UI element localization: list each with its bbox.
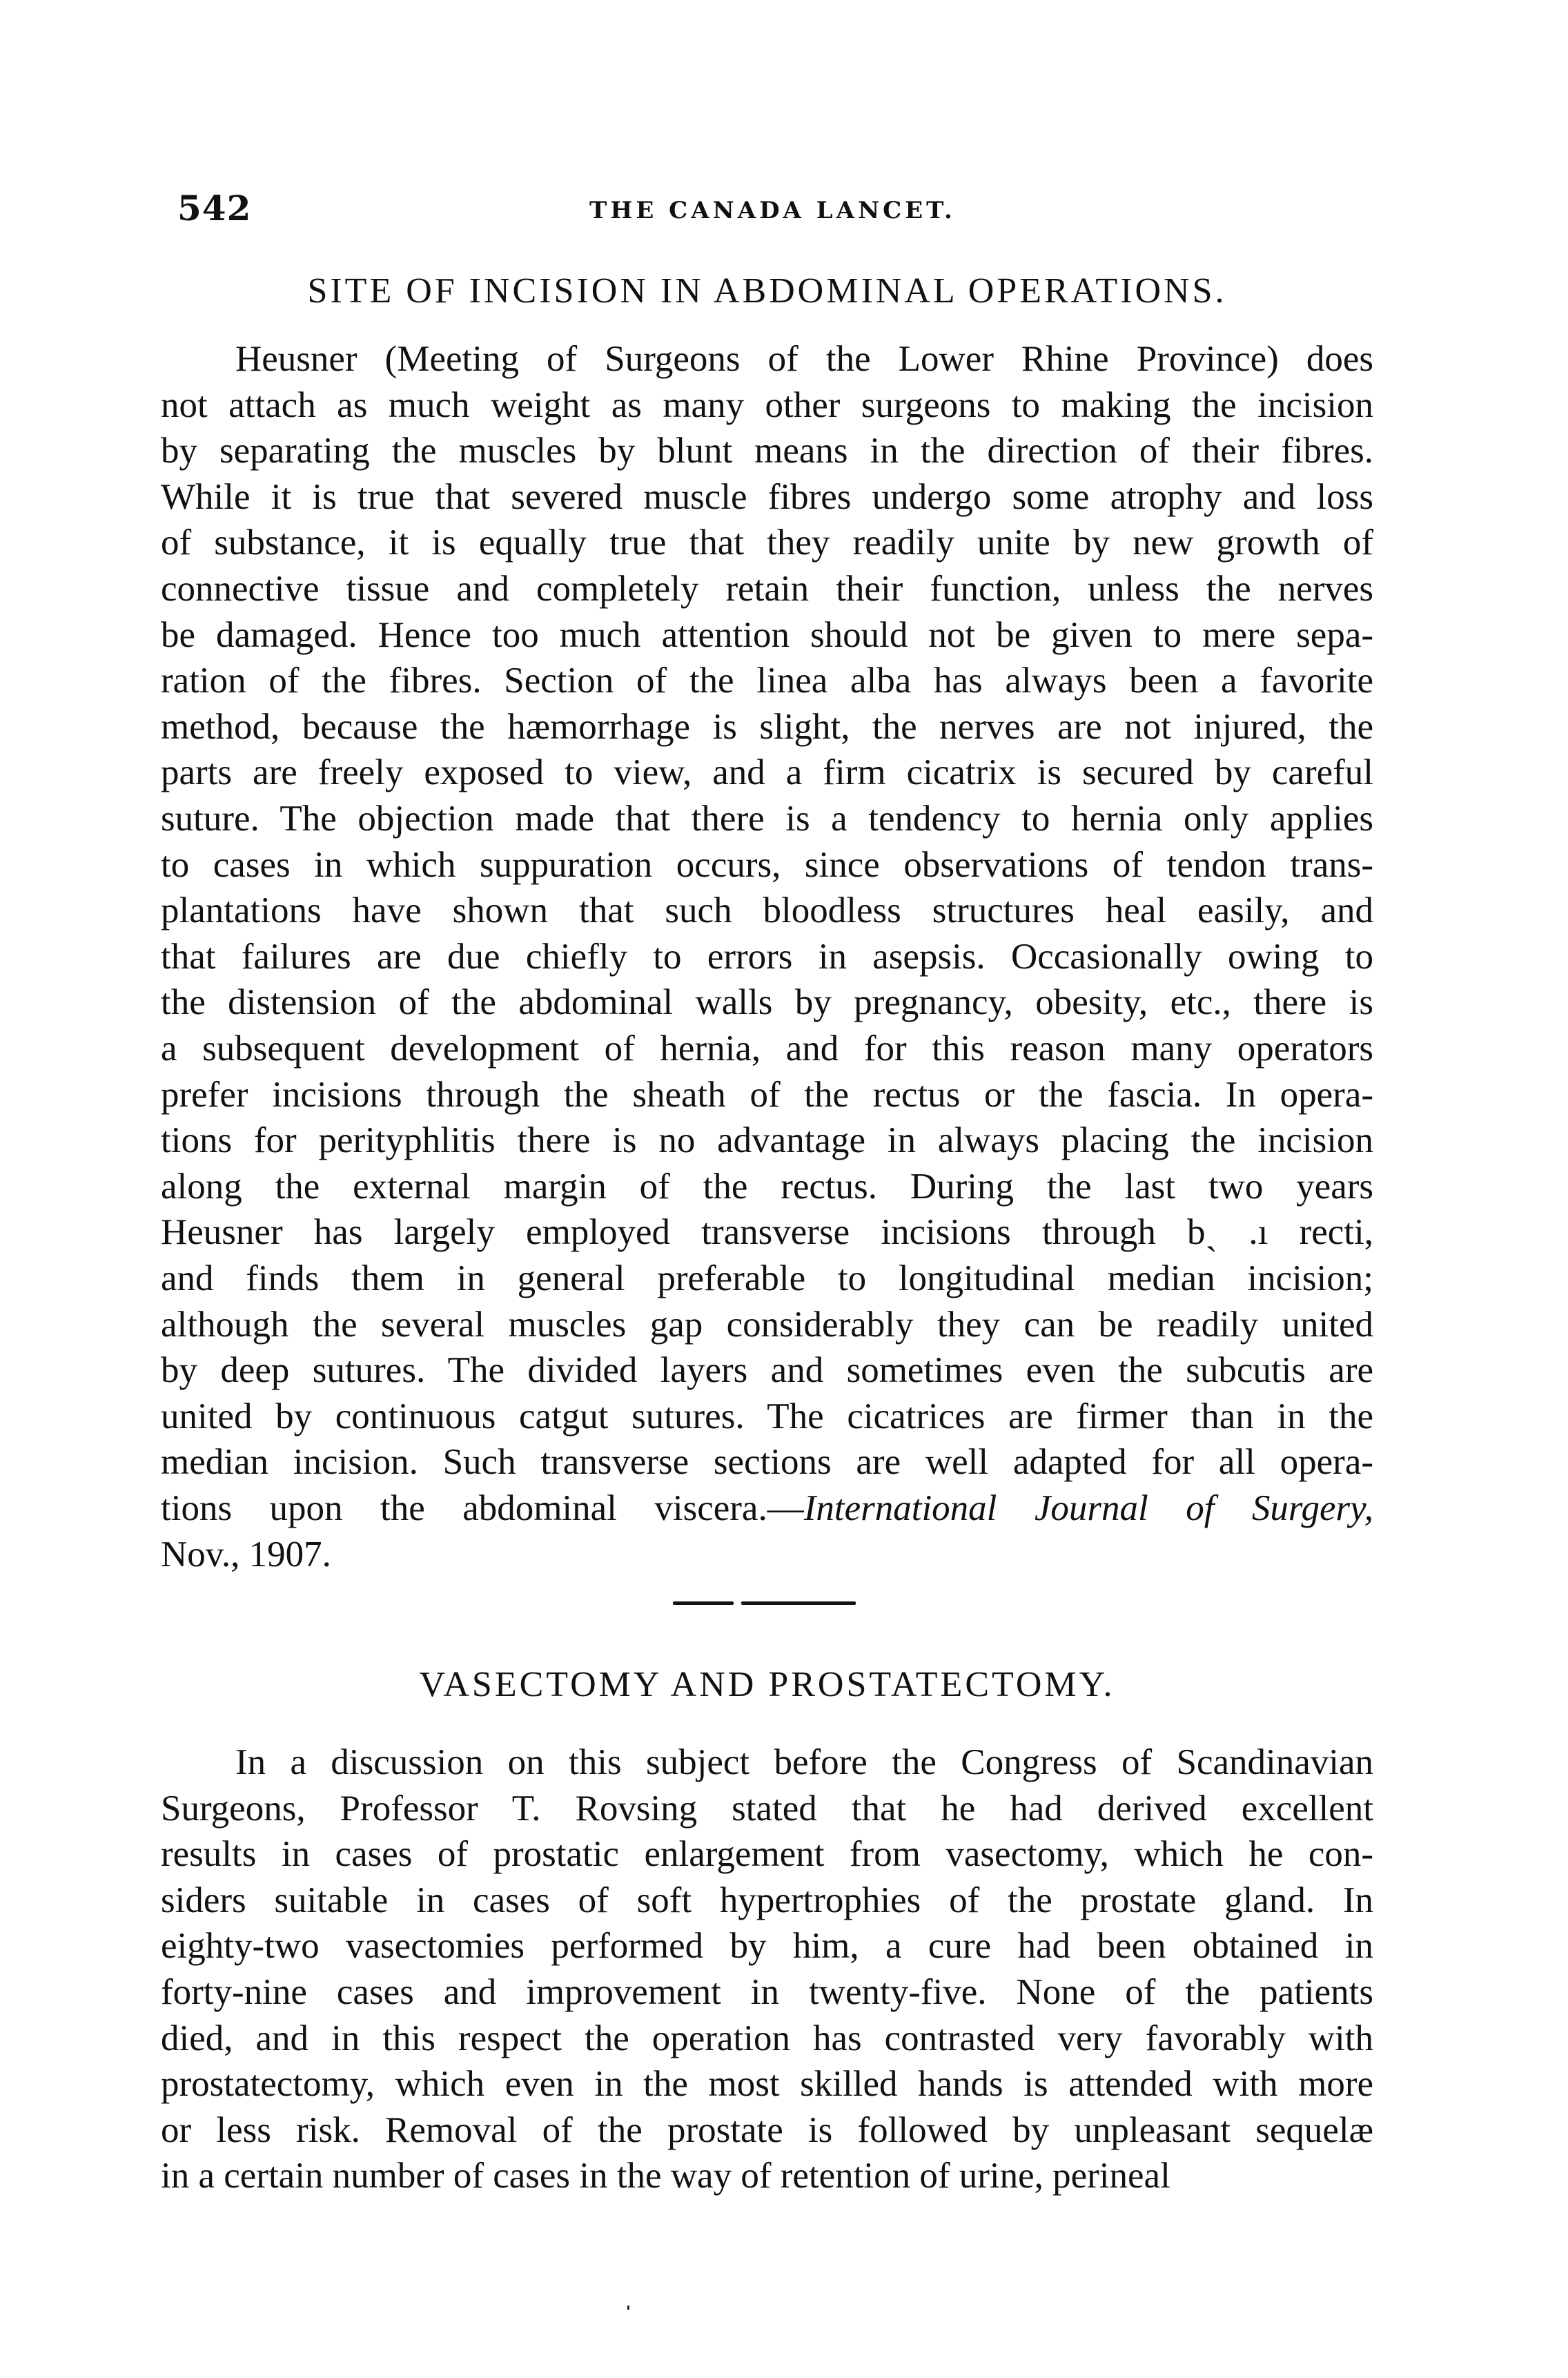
text-run: ration of the fibres. Section of the linea alba has always been a favorite [161,661,1373,701]
text-run: not attach as much weight as many other surgeons to making the incision [161,384,1373,425]
citation-journal: International [803,1488,997,1528]
text-line [161,1394,1373,1439]
text-line [161,612,1373,658]
text-run: or less risk. Removal of the prostate is followed by unpleasant sequelæ [161,2109,1373,2150]
text-run: results in cases of prostatic enlargement from vasectomy, which he con- [161,1834,1373,1875]
text-line [161,1439,1373,1485]
article-title: VASECTOMY AND PROSTATECTOMY. [419,1665,1115,1704]
text-run: suture. The objection made that there is a tendency to hernia only applies [161,799,1373,839]
citation-journal: Journal [1034,1488,1148,1528]
text-line [235,1739,1373,1785]
text-run: upon [269,1488,343,1528]
text-run: connective tissue and completely retain their function, unless the nerves [161,569,1373,609]
text-run: and finds them in general preferable to longitudinal median incision; [161,1258,1373,1298]
text-run: prostatectomy, which even in the most skilled hands is attended with more [161,2064,1373,2105]
text-line [161,1485,1373,1531]
text-line [161,1969,1373,2015]
text-line [161,1209,1373,1255]
text-run: While it is true that severed muscle fibres undergo some atrophy and loss [161,476,1373,517]
text-run: median incision. Such transverse sections are well adapted for all opera- [161,1442,1373,1483]
text-run: to cases in which suppuration occurs, since observations of tendon trans- [161,844,1373,885]
text-line [161,474,1373,520]
citation-journal: Surgery, [1251,1488,1374,1528]
text-line [161,1831,1373,1877]
text-line [161,1302,1373,1347]
text-line [161,428,1373,474]
text-line [161,750,1373,795]
text-run: be damaged. Hence too much attention should not be given to mere sepa- [161,614,1373,655]
text-line [161,2061,1373,2107]
text-run: although the several muscles gap considerably they can be readily united [161,1304,1373,1345]
text-run: the [380,1488,425,1528]
text-line [161,888,1373,933]
text-line [161,2016,1373,2061]
text-line [161,1256,1373,1301]
text-line [161,1786,1373,1831]
text-run: that failures are due chiefly to errors in asepsis. Occasionally owing to [161,936,1373,977]
text-line [161,1118,1373,1163]
text-line [161,934,1373,980]
section-divider [673,1601,734,1605]
text-run: Surgeons, Professor T. Rovsing stated that he had derived excellent [161,1788,1373,1829]
text-run: method, because the hæmorrhage is slight, the nerves are not injured, the [161,706,1373,747]
text-run: along the external margin of the rectus. During the last two years [161,1166,1373,1207]
text-line [161,2107,1373,2153]
text-run: died, and in this respect the operation has contrasted very favorably with [161,2018,1373,2058]
page-number: 542 [177,188,252,228]
text-line [161,520,1373,565]
article-title: SITE OF INCISION IN ABDOMINAL OPERATIONS. [307,271,1227,311]
text-line [161,1532,1373,1577]
text-run: In a discussion on this subject before the Congress of Scandinavian [235,1742,1373,1782]
text-run: abdominal [462,1488,617,1528]
text-run: forty-nine cases and improvement in twenty-five. None of the patients [161,1972,1373,2012]
text-line [161,382,1373,428]
text-line [161,980,1373,1025]
text-line [161,1347,1373,1393]
citation-journal: of [1186,1488,1215,1528]
text-run: Nov., 1907. [161,1534,331,1575]
text-line [161,842,1373,888]
text-line [161,1164,1373,1209]
text-line [161,1072,1373,1118]
text-run: of substance, it is equally true that they readily unite by new growth of [161,523,1373,563]
text-run: siders suitable in cases of soft hypertrophies of the prostate gland. In [161,1880,1373,1920]
text-run: by separating the muscles by blunt means in the direction of their fibres. [161,431,1373,471]
text-run: parts are freely exposed to view, and a firm cicatrix is secured by careful [161,752,1373,793]
text-run: a subsequent development of hernia, and for this reason many operators [161,1029,1373,1069]
text-line [161,704,1373,750]
text-line [161,796,1373,841]
text-run: by deep sutures. The divided layers and sometimes even the subcutis are [161,1350,1373,1391]
text-run: plantations have shown that such bloodless structures heal easily, and [161,890,1373,931]
text-run: prefer incisions through the sheath of the rectus or the fascia. In opera- [161,1074,1373,1115]
text-run: eighty-two vasectomies performed by him, a cure had been obtained in [161,1926,1373,1967]
text-run: the distension of the abdominal walls by pregnancy, obesity, etc., there is [161,982,1373,1023]
text-run: in a certain number of cases in the way of retention of urine, perineal [161,2156,1170,2196]
journal-title: THE CANADA LANCET. [589,197,956,224]
running-head [161,188,1373,229]
text-run: united by continuous catgut sutures. The cicatrices are firmer than in the [161,1396,1373,1436]
text-line [161,1923,1373,1969]
text-line [161,1878,1373,1923]
text-run: tions for perityphlitis there is no advantage in always placing the incision [161,1120,1373,1161]
text-run: tions [161,1488,233,1528]
text-line [235,336,1373,382]
text-run: viscera.— [654,1488,804,1528]
text-run: Heusner (Meeting of Surgeons of the Lower Rhine Province) does [235,339,1373,379]
text-line [161,1026,1373,1071]
scan-speck [627,2306,629,2310]
text-run: Heusner has largely employed transverse incisions through bˎ .ı recti, [161,1212,1373,1253]
text-line [161,658,1373,703]
text-line [161,566,1373,612]
text-line [161,2153,1373,2199]
section-divider [741,1601,856,1605]
